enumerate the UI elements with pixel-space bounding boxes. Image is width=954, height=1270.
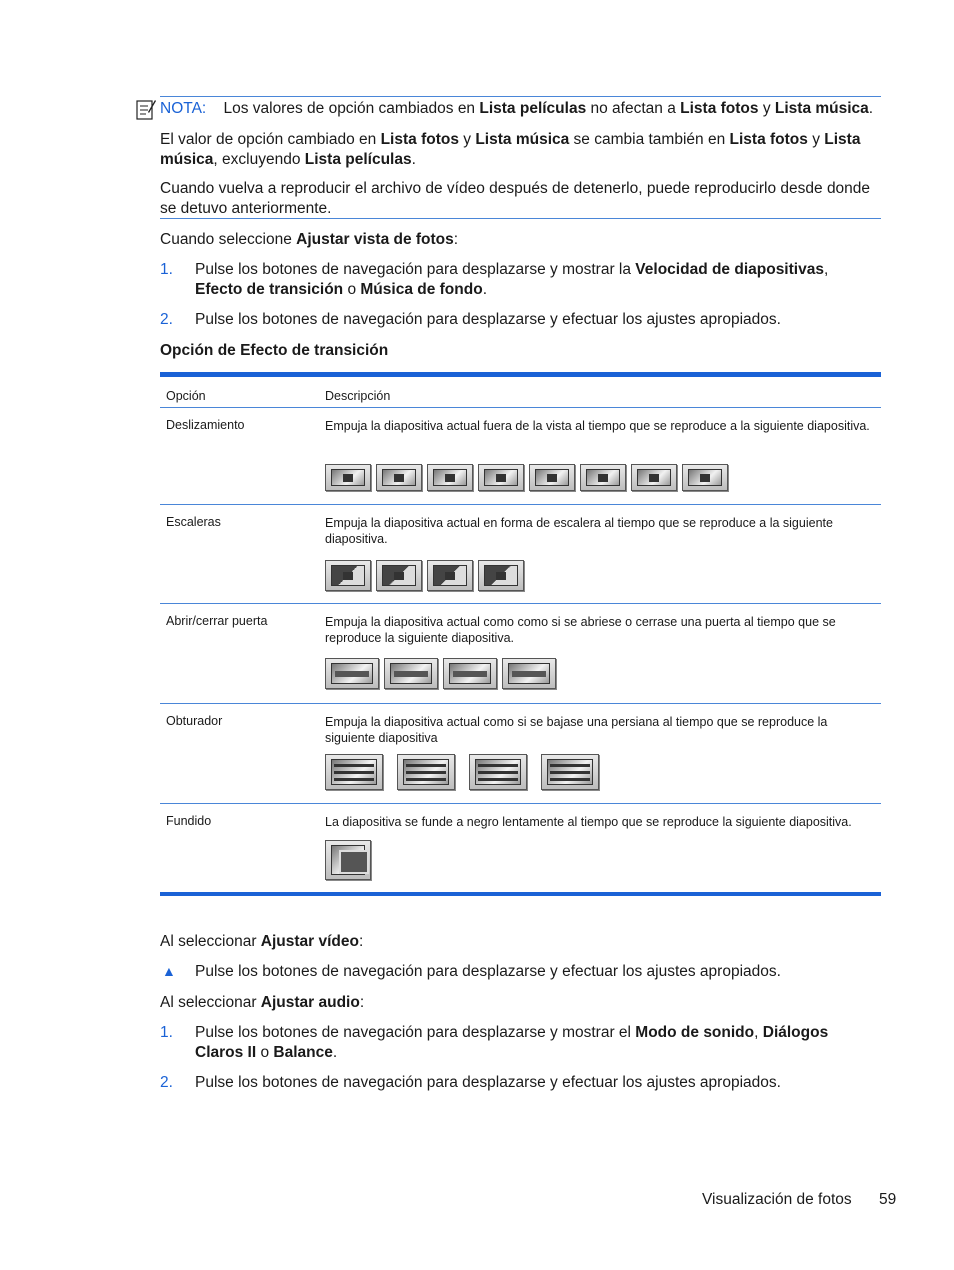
stairs-effect-icon (478, 560, 524, 591)
table-row (160, 408, 881, 505)
section3-intro: Al seleccionar Ajustar audio: (160, 994, 365, 1011)
door-effect-icon (443, 658, 497, 689)
table-title: Opción de Efecto de transición (160, 342, 389, 359)
slide-effect-icon (580, 464, 626, 491)
shutter-effect-icon (469, 754, 527, 790)
column-header-option: Opción (166, 389, 206, 403)
door-effect-icon (325, 658, 379, 689)
step-number: 2. (160, 311, 173, 328)
column-header-description: Descripción (325, 389, 391, 403)
step-text: Pulse los botones de navegación para desplazarse y efectuar los ajustes apropiados. (195, 311, 781, 328)
step-text: Pulse los botones de navegación para desplazarse y mostrar el Modo de sonido, Diálogos Claros II o Balance. (195, 1024, 829, 1061)
slide-effect-icon (427, 464, 473, 491)
fade-effect-icon (325, 840, 371, 880)
option-description: Empuja la diapositiva actual como si se bajase una persiana al tiempo que se reproduce la siguiente diapositiva (325, 715, 828, 745)
table-bottom-bar (160, 892, 881, 896)
table-row (160, 804, 881, 892)
note-top-rule (160, 96, 881, 97)
step-number: 2. (160, 1074, 173, 1091)
footer-section-title: Visualización de fotos (702, 1191, 852, 1208)
shutter-effect-icons (325, 754, 599, 790)
option-description: Empuja la diapositiva actual en forma de escalera al tiempo que se reproduce a la siguiente diapositiva. (325, 516, 833, 546)
fade-effect-icons (325, 840, 371, 880)
option-name: Abrir/cerrar puerta (166, 614, 268, 628)
slide-effect-icon (376, 464, 422, 491)
stairs-effect-icon (376, 560, 422, 591)
option-description: Empuja la diapositiva actual fuera de la vista al tiempo que se reproduce a la siguiente diapositiva. (325, 419, 870, 433)
shutter-effect-icon (397, 754, 455, 790)
step-number: 1. (160, 1024, 173, 1041)
stairs-effect-icon (427, 560, 473, 591)
option-name: Fundido (166, 814, 212, 828)
shutter-effect-icon (325, 754, 383, 790)
table-header (160, 377, 881, 408)
page-number: 59 (879, 1191, 897, 1208)
slide-effect-icon (478, 464, 524, 491)
option-description: La diapositiva se funde a negro lentamente al tiempo que se reproduce la siguiente diapositiva. (325, 815, 852, 829)
shutter-effect-icon (541, 754, 599, 790)
door-effect-icon (384, 658, 438, 689)
section2-intro: Al seleccionar Ajustar vídeo: (160, 933, 364, 950)
step-text: Pulse los botones de navegación para desplazarse y efectuar los ajustes apropiados. (195, 1074, 781, 1091)
note-paragraph-1: NOTA: Los valores de opción cambiados en Lista películas no afectan a Lista fotos y Lista música. (160, 100, 874, 117)
table-row (160, 505, 881, 604)
bullet-text: Pulse los botones de navegación para desplazarse y efectuar los ajustes apropiados. (195, 963, 781, 980)
stairs-effect-icons (325, 560, 524, 591)
note-paragraph-3: Cuando vuelva a reproducir el archivo de vídeo después de detenerlo, puede reproducirlo desde donde se detuvo anteriormente. (160, 180, 871, 217)
stairs-effect-icon (325, 560, 371, 591)
note-paragraph-2: El valor de opción cambiado en Lista fotos y Lista música se cambia también en Lista fotos y Lista música, excluyendo Lista películas. (160, 131, 861, 168)
slide-effect-icon (325, 464, 371, 491)
option-name: Escaleras (166, 515, 221, 529)
option-name: Obturador (166, 714, 223, 728)
option-description: Empuja la diapositiva actual como como si se abriese o cerrase una puerta al tiempo que se reproduce la siguiente diapositiva. (325, 615, 836, 645)
bullet-triangle-icon: ▲ (162, 963, 176, 979)
option-name: Deslizamiento (166, 418, 245, 432)
door-effect-icon (502, 658, 556, 689)
step-text: Pulse los botones de navegación para desplazarse y mostrar la Velocidad de diapositivas, Efecto de transición o Música de fondo. (195, 261, 829, 298)
slide-effect-icons (325, 464, 728, 491)
table-row (160, 604, 881, 704)
transition-effects-table (160, 372, 881, 896)
note-label: NOTA: (160, 100, 207, 117)
table-row (160, 704, 881, 804)
step-number: 1. (160, 261, 173, 278)
note-icon (136, 98, 156, 120)
slide-effect-icon (631, 464, 677, 491)
slide-effect-icon (682, 464, 728, 491)
door-effect-icons (325, 658, 556, 689)
note-bottom-rule (160, 218, 881, 219)
section1-intro: Cuando seleccione Ajustar vista de fotos: (160, 231, 459, 248)
slide-effect-icon (529, 464, 575, 491)
